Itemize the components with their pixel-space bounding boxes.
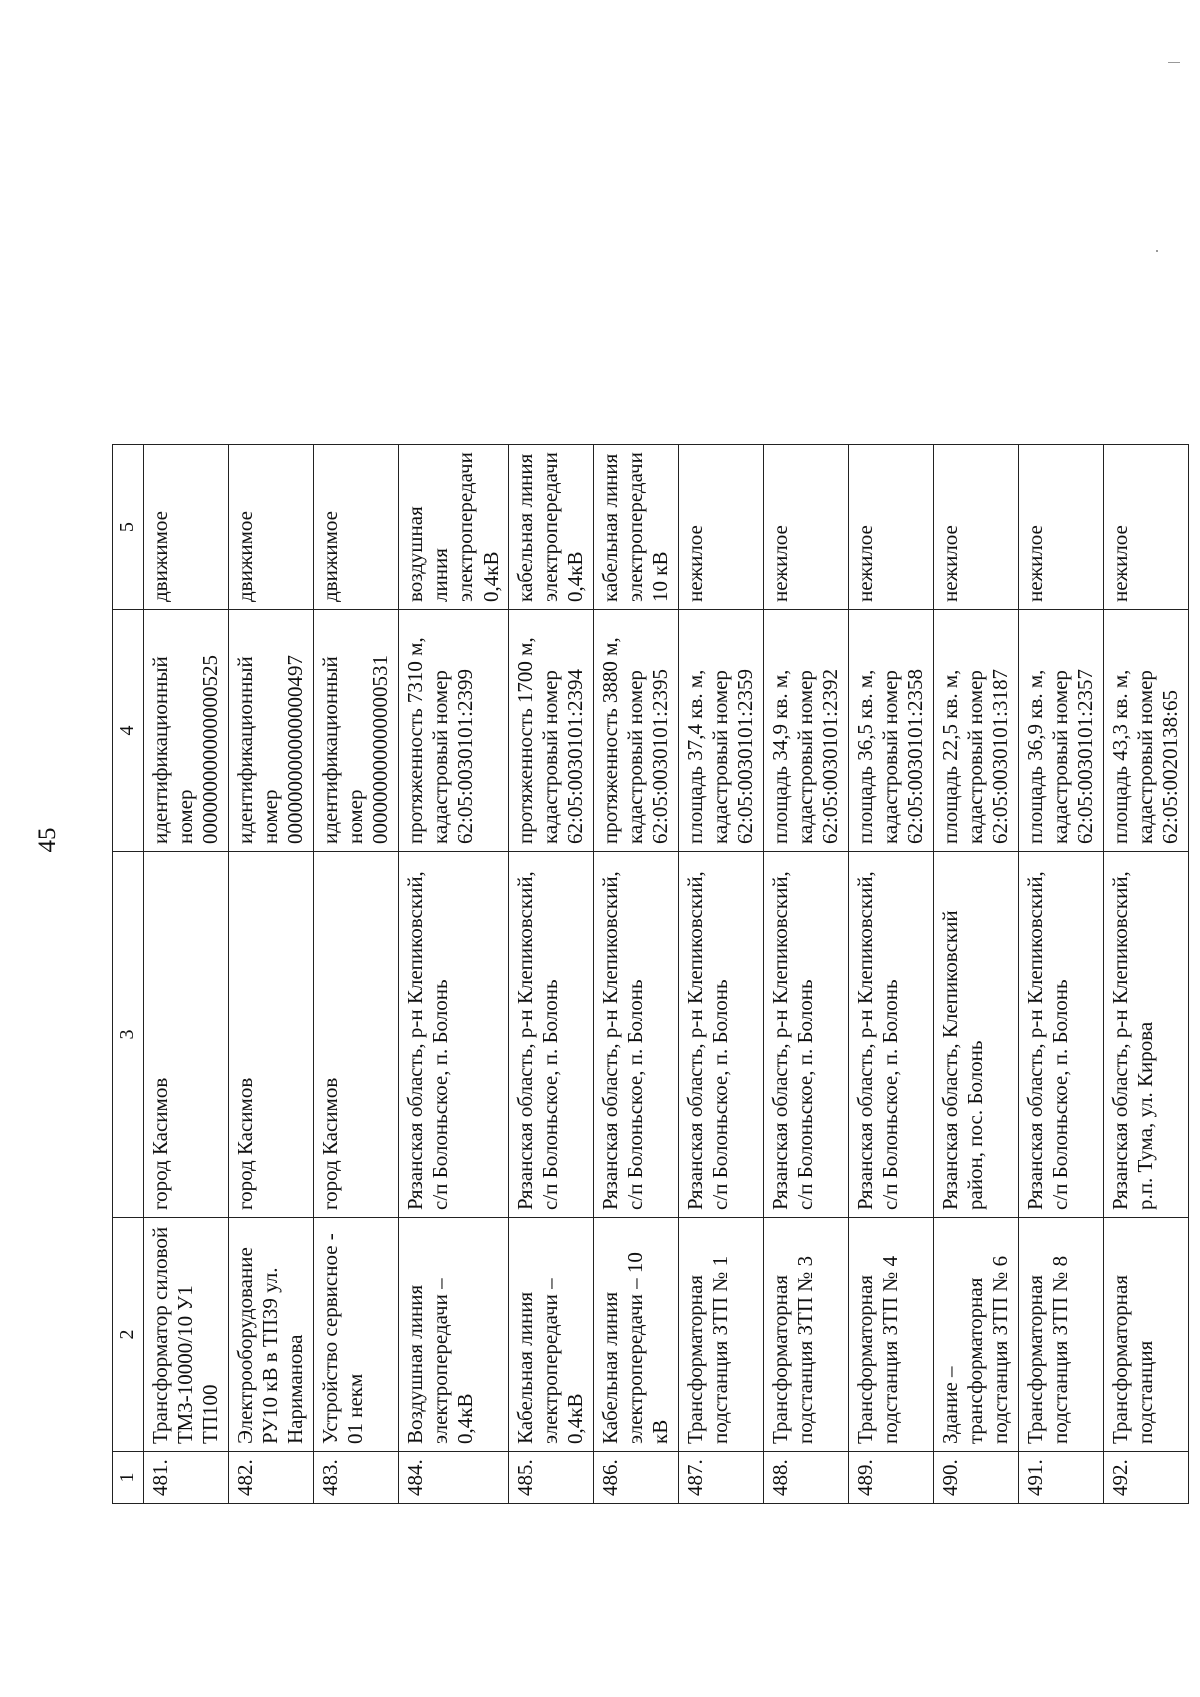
object-name: Электрооборудование РУ10 кВ в ТП39 ул. Нариманова [229,1218,314,1452]
object-address: Рязанская область, р-н Клепиковский, с/п Болоньское, п. Болонь [848,852,933,1218]
table-row [933,445,1018,1504]
column-header: 3 [113,852,144,1218]
property-register-table [112,444,1189,1504]
object-details: протяженность 7310 м, кадастровый номер 62:05:0030101:2399 [399,610,509,852]
object-type: кабельная линия электропередачи 10 кВ [593,445,678,610]
object-name: Трансформаторная подстанция [1103,1218,1188,1452]
object-details: площадь 36,5 кв. м, кадастровый номер 62:05:0030101:2358 [848,610,933,852]
object-name: Кабельная линия электропередачи – 0,4кВ [508,1218,593,1452]
object-type: нежилое [933,445,1018,610]
rotated-page [20,80,1183,1600]
object-type: нежилое [678,445,763,610]
table-row [848,445,933,1504]
object-details: площадь 36,9 кв. м, кадастровый номер 62:05:0030101:2357 [1018,610,1103,852]
object-type: нежилое [848,445,933,610]
row-number: 487. [678,1452,763,1504]
scan-speck [1156,250,1158,252]
object-name: Трансформаторная подстанция ЗТП № 3 [763,1218,848,1452]
scan-speck [1168,62,1180,63]
object-address: Рязанская область, р-н Клепиковский, с/п Болоньское, п. Болонь [1018,852,1103,1218]
object-address: Рязанская область, р-н Клепиковский, с/п Болоньское, п. Болонь [508,852,593,1218]
object-address: Рязанская область, р-н Клепиковский, с/п Болоньское, п. Болонь [763,852,848,1218]
object-address: город Касимов [144,852,229,1218]
object-type: нежилое [763,445,848,610]
column-header: 5 [113,445,144,610]
row-number: 492. [1103,1452,1188,1504]
table-row [144,445,229,1504]
object-type: движимое [229,445,314,610]
object-address: Рязанская область, р-н Клепиковский, р.п. Тума, ул. Кирова [1103,852,1188,1218]
row-number: 485. [508,1452,593,1504]
table-header-row [113,445,144,1504]
table-row [1103,445,1188,1504]
object-address: город Касимов [314,852,399,1218]
table-row [593,445,678,1504]
object-name: Здание – трансформаторная подстанция ЗТП № 6 [933,1218,1018,1452]
object-details: площадь 34,9 кв. м, кадастровый номер 62:05:0030101:2392 [763,610,848,852]
table-row [399,445,509,1504]
object-details: протяженность 1700 м, кадастровый номер 62:05:0030101:2394 [508,610,593,852]
row-number: 481. [144,1452,229,1504]
table-row [314,445,399,1504]
object-name: Кабельная линия электропередачи – 10 кВ [593,1218,678,1452]
object-type: кабельная линия электропередачи 0,4кВ [508,445,593,610]
table-row [678,445,763,1504]
object-details: идентификационный номер 000000000000000525 [144,610,229,852]
column-header: 1 [113,1452,144,1504]
object-name: Трансформаторная подстанция ЗТП № 8 [1018,1218,1103,1452]
table-row [508,445,593,1504]
row-number: 482. [229,1452,314,1504]
object-details: протяженность 3880 м, кадастровый номер 62:05:0030101:2395 [593,610,678,852]
object-details: идентификационный номер 000000000000000497 [229,610,314,852]
object-address: Рязанская область, р-н Клепиковский, с/п Болоньское, п. Болонь [678,852,763,1218]
object-type: движимое [314,445,399,610]
object-type: нежилое [1103,445,1188,610]
object-name: Трансформаторная подстанция ЗТП № 4 [848,1218,933,1452]
object-address: Рязанская область, р-н Клепиковский, с/п Болоньское, п. Болонь [593,852,678,1218]
row-number: 483. [314,1452,399,1504]
object-name: Трансформаторная подстанция ЗТП № 1 [678,1218,763,1452]
row-number: 486. [593,1452,678,1504]
row-number: 488. [763,1452,848,1504]
object-name: Трансформатор силовой ТМЗ-10000/10 У1 ТП100 [144,1218,229,1452]
column-header: 2 [113,1218,144,1452]
object-address: Рязанская область, р-н Клепиковский, с/п Болоньское, п. Болонь [399,852,509,1218]
object-details: площадь 43,3 кв. м, кадастровый номер 62:05:0020138:65 [1103,610,1188,852]
object-type: движимое [144,445,229,610]
row-number: 491. [1018,1452,1103,1504]
table-row [763,445,848,1504]
object-details: площадь 37,4 кв. м, кадастровый номер 62:05:0030101:2359 [678,610,763,852]
column-header: 4 [113,610,144,852]
object-type: воздушная линия электропередачи 0,4кВ [399,445,509,610]
object-name: Воздушная линия электропередачи – 0,4кВ [399,1218,509,1452]
object-name: Устройство сервисное - 01 некм [314,1218,399,1452]
row-number: 489. [848,1452,933,1504]
object-address: город Касимов [229,852,314,1218]
row-number: 484. [399,1452,509,1504]
row-number: 490. [933,1452,1018,1504]
table-row [229,445,314,1504]
object-type: нежилое [1018,445,1103,610]
object-details: площадь 22,5 кв. м, кадастровый номер 62:05:0030101:3187 [933,610,1018,852]
table-row [1018,445,1103,1504]
object-address: Рязанская область, Клепиковский район, пос. Болонь [933,852,1018,1218]
object-details: идентификационный номер 000000000000000531 [314,610,399,852]
page-number: 45 [34,827,61,853]
